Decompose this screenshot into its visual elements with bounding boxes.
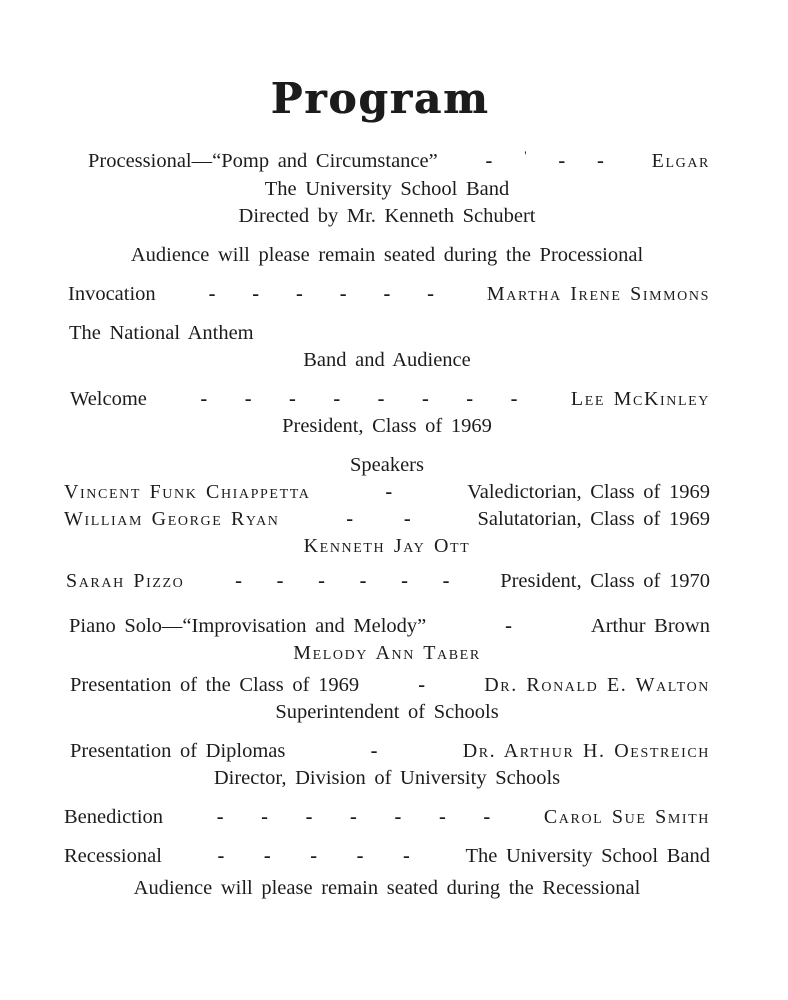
program-line-row <box>64 804 710 831</box>
program-item-label: Welcome <box>70 388 147 410</box>
dash-leaders <box>310 479 467 506</box>
dash-leaders <box>156 281 487 308</box>
program-line-row <box>64 479 710 506</box>
print-artifact-mark: ' <box>524 148 527 163</box>
program-item-name: Valedictorian, Class of 1969 <box>467 481 710 503</box>
dash: - <box>394 806 402 828</box>
dash: - <box>200 388 208 410</box>
program-line-center: Audience will please remain seated during the Processional <box>130 244 644 266</box>
program-item-name: The University School Band <box>465 845 710 867</box>
program-item-label: Presentation of the Class of 1969 <box>70 674 360 696</box>
dash: - <box>438 806 446 828</box>
program-line-left: The National Anthem <box>69 322 254 344</box>
program-item-label: Processional—“Pomp and Circumstance” <box>88 150 438 172</box>
dash: - <box>377 388 385 410</box>
dash-leaders <box>184 568 500 595</box>
dash: - <box>558 150 566 172</box>
dash: - <box>401 570 408 592</box>
program-item-label: Piano Solo—“Improvisation and Melody” <box>69 615 427 637</box>
program-line-row <box>64 672 710 699</box>
program-item-label: Sarah Pizzo <box>66 570 185 592</box>
dash-leaders <box>285 738 462 765</box>
page-title: Program <box>270 74 490 123</box>
program-item-label: Vincent Funk Chiappetta <box>64 481 311 503</box>
program-line-center: Directed by Mr. Kenneth Schubert <box>238 205 536 227</box>
dash: - <box>310 845 318 867</box>
program-line-center: President, Class of 1969 <box>282 415 492 437</box>
dash: - <box>403 845 410 867</box>
program-line-center: The University School Band <box>264 178 510 200</box>
program-body <box>64 148 710 902</box>
dash: - <box>466 388 474 410</box>
dash: - <box>385 481 393 503</box>
program-line-row <box>64 568 710 595</box>
dash: - <box>276 570 284 592</box>
program-line-center: Audience will please remain seated during the Recessional <box>133 877 641 899</box>
dash: - <box>305 806 313 828</box>
program-line-center: Band and Audience <box>303 349 471 371</box>
program-line-row <box>64 281 710 308</box>
program-item-label: Presentation of Diplomas <box>70 740 286 762</box>
program-line-row <box>64 148 710 176</box>
dash: - <box>252 283 260 305</box>
dash: - <box>403 508 411 530</box>
program-line-row <box>64 613 710 640</box>
program-item-name: Carol Sue Smith <box>543 806 710 828</box>
dash: - <box>346 508 354 530</box>
dash: - <box>216 806 224 828</box>
dash-leaders <box>359 672 484 699</box>
program-item-label: Benediction <box>64 806 164 828</box>
program-line-center: Director, Division of University Schools <box>213 767 561 789</box>
dash: - <box>427 283 434 305</box>
dash: - <box>263 845 271 867</box>
program-item-label: William George Ryan <box>64 508 280 530</box>
program-line-row <box>64 738 710 765</box>
program-item-name: Salutatorian, Class of 1969 <box>477 508 710 530</box>
dash: - <box>333 388 341 410</box>
dash: - <box>208 283 216 305</box>
program-item-name: Lee McKinley <box>570 388 710 410</box>
dash: - <box>442 570 450 592</box>
program-item-label: Recessional <box>64 845 162 867</box>
dash-leaders <box>438 148 652 176</box>
program-item-name: President, Class of 1970 <box>500 570 710 592</box>
dash-leaders <box>280 506 478 533</box>
program-line-center: Speakers <box>349 454 424 476</box>
dash: - <box>596 150 604 172</box>
dash: - <box>505 615 512 637</box>
dash: - <box>421 388 429 410</box>
dash: - <box>296 283 303 305</box>
dash-leaders <box>426 613 591 640</box>
dash-leaders <box>162 843 466 870</box>
dash: - <box>483 806 491 828</box>
program-line-center: Melody Ann Taber <box>293 642 481 664</box>
dash: - <box>217 845 225 867</box>
dash: - <box>418 674 426 696</box>
program-item-name: Dr. Ronald E. Walton <box>484 674 710 696</box>
dash-leaders <box>163 804 544 831</box>
dash: - <box>359 570 367 592</box>
dash: - <box>289 388 296 410</box>
dash: - <box>339 283 347 305</box>
dash: - <box>350 806 357 828</box>
program-item-label: Invocation <box>68 283 156 305</box>
program-item-name: Dr. Arthur H. Oestreich <box>462 740 710 762</box>
program-line-row <box>64 843 710 870</box>
program-line-row <box>64 386 710 413</box>
program-item-name: Arthur Brown <box>590 615 710 637</box>
dash: - <box>318 570 325 592</box>
dash-leaders <box>147 386 571 413</box>
dash: - <box>383 283 391 305</box>
dash: - <box>485 150 493 172</box>
program-item-name: Martha Irene Simmons <box>486 283 710 305</box>
dash: - <box>356 845 364 867</box>
program-item-name: Elgar <box>651 150 710 172</box>
dash: - <box>261 806 268 828</box>
dash: - <box>244 388 252 410</box>
dash: - <box>370 740 378 762</box>
program-line-row <box>64 506 710 533</box>
program-line-center: Kenneth Jay Ott <box>303 535 471 557</box>
dash: - <box>510 388 518 410</box>
dash: - <box>235 570 242 592</box>
program-line-center: Superintendent of Schools <box>275 701 499 723</box>
